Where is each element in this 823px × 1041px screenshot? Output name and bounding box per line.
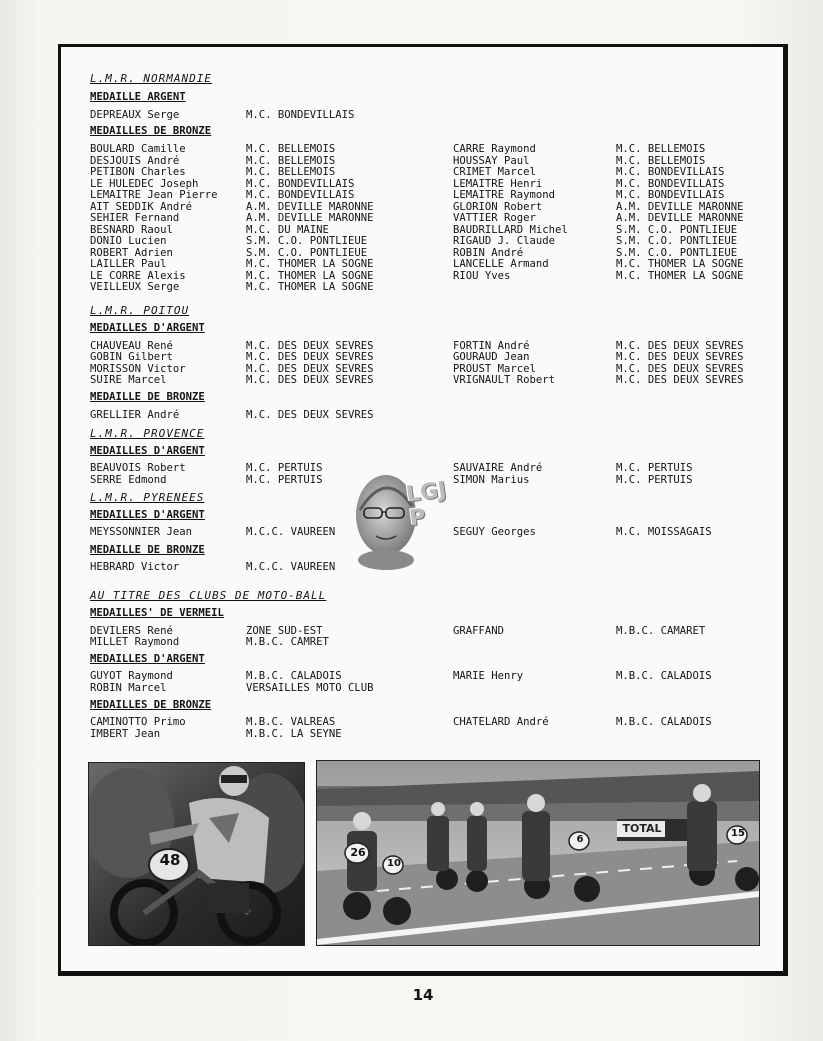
name: BEAUVOIS Robert bbox=[90, 462, 186, 474]
name: SEGUY Georges bbox=[453, 526, 536, 538]
name: LEMAITRE Jean Pierre bbox=[90, 189, 218, 201]
club: A.M. DEVILLE MARONNE bbox=[616, 201, 744, 213]
subheading-argent: MEDAILLES D'ARGENT bbox=[90, 653, 205, 665]
club: M.C. DES DEUX SEVRES bbox=[246, 340, 374, 352]
portrait-logo-stamp bbox=[352, 470, 462, 570]
club: M.C. PERTUIS bbox=[246, 474, 323, 486]
rider-number: 48 bbox=[159, 851, 181, 869]
club: M.C. BELLEMOIS bbox=[246, 166, 336, 178]
club: M.C. BONDEVILLAIS bbox=[246, 178, 355, 190]
name: RIGAUD J. Claude bbox=[453, 235, 556, 247]
subheading-bronze: MEDAILLE DE BRONZE bbox=[90, 544, 205, 556]
name: GLORION Robert bbox=[453, 201, 543, 213]
club: A.M. DEVILLE MARONNE bbox=[246, 201, 374, 213]
name: DEPREAUX Serge bbox=[90, 109, 180, 121]
race-start-photo bbox=[316, 760, 760, 946]
bike-number: 10 bbox=[387, 858, 401, 869]
name: RIOU Yves bbox=[453, 270, 511, 282]
section-title-motoball: AU TITRE DES CLUBS DE MOTO-BALL bbox=[90, 589, 327, 602]
logo-text: LGJP bbox=[404, 477, 448, 532]
name: LEMAITRE Raymond bbox=[453, 189, 556, 201]
name: CHATELARD André bbox=[453, 716, 549, 728]
name: GUYOT Raymond bbox=[90, 670, 173, 682]
name: VRIGNAULT Robert bbox=[453, 374, 556, 386]
name: CAMINOTTO Primo bbox=[90, 716, 186, 728]
club: S.M. C.O. PONTLIEUE bbox=[616, 224, 738, 236]
name: VEILLEUX Serge bbox=[90, 281, 180, 293]
name: BAUDRILLARD Michel bbox=[453, 224, 568, 236]
club: M.C.C. VAUREEN bbox=[246, 526, 336, 538]
club: M.C. DES DEUX SEVRES bbox=[616, 374, 744, 386]
club: M.C. THOMER LA SOGNE bbox=[246, 258, 374, 270]
club: M.C. DES DEUX SEVRES bbox=[616, 363, 744, 375]
name: ROBIN André bbox=[453, 247, 524, 259]
name: SAUVAIRE André bbox=[453, 462, 543, 474]
page-number: 14 bbox=[412, 986, 434, 1004]
club: M.C. BONDEVILLAIS bbox=[246, 189, 355, 201]
name: BOULARD Camille bbox=[90, 143, 186, 155]
club: M.C. DES DEUX SEVRES bbox=[246, 374, 374, 386]
club: M.C. BELLEMOIS bbox=[246, 143, 336, 155]
bike-number: 6 bbox=[576, 834, 584, 845]
club: M.C. DES DEUX SEVRES bbox=[616, 340, 744, 352]
name: ROBERT Adrien bbox=[90, 247, 173, 259]
club: M.C. BONDEVILLAIS bbox=[616, 166, 725, 178]
subheading-vermeil: MEDAILLES' DE VERMEIL bbox=[90, 607, 224, 619]
name: SUIRE Marcel bbox=[90, 374, 167, 386]
club: M.C. THOMER LA SOGNE bbox=[246, 270, 374, 282]
club: M.C. BELLEMOIS bbox=[616, 155, 706, 167]
club: A.M. DEVILLE MARONNE bbox=[616, 212, 744, 224]
name: AIT SEDDIK André bbox=[90, 201, 193, 213]
club: VERSAILLES MOTO CLUB bbox=[246, 682, 374, 694]
club: ZONE SUD-EST bbox=[246, 625, 323, 637]
name: MEYSSONNIER Jean bbox=[90, 526, 193, 538]
name: LANCELLE Armand bbox=[453, 258, 549, 270]
bike-number: 26 bbox=[350, 846, 366, 859]
club: M.C. THOMER LA SOGNE bbox=[246, 281, 374, 293]
name: BESNARD Raoul bbox=[90, 224, 173, 236]
name: GRELLIER André bbox=[90, 409, 180, 421]
banner-text: TOTAL bbox=[622, 822, 662, 835]
club: M.C. DES DEUX SEVRES bbox=[246, 351, 374, 363]
club: M.C. BELLEMOIS bbox=[616, 143, 706, 155]
name: PROUST Marcel bbox=[453, 363, 536, 375]
subheading-argent: MEDAILLES D'ARGENT bbox=[90, 322, 205, 334]
bike-number: 15 bbox=[731, 828, 745, 839]
name: CRIMET Marcel bbox=[453, 166, 536, 178]
section-title-normandie: L.M.R. NORMANDIE bbox=[90, 72, 212, 85]
club: M.C. DU MAINE bbox=[246, 224, 329, 236]
club: M.C. DES DEUX SEVRES bbox=[246, 409, 374, 421]
club: M.C. PERTUIS bbox=[616, 474, 693, 486]
club: M.C. BELLEMOIS bbox=[246, 155, 336, 167]
club: M.B.C. CALADOIS bbox=[616, 670, 712, 682]
subheading-argent: MEDAILLE ARGENT bbox=[90, 91, 186, 103]
name: IMBERT Jean bbox=[90, 728, 161, 740]
section-title-poitou: L.M.R. POITOU bbox=[90, 304, 190, 317]
name: SEHIER Fernand bbox=[90, 212, 180, 224]
name: MARIE Henry bbox=[453, 670, 524, 682]
name: LE CORRE Alexis bbox=[90, 270, 186, 282]
name: PETIBON Charles bbox=[90, 166, 186, 178]
club: M.C. MOISSAGAIS bbox=[616, 526, 712, 538]
club: M.C. DES DEUX SEVRES bbox=[616, 351, 744, 363]
name: DEVILERS René bbox=[90, 625, 173, 637]
name: CARRE Raymond bbox=[453, 143, 536, 155]
club: S.M. C.O. PONTLIEUE bbox=[246, 235, 368, 247]
name: HOUSSAY Paul bbox=[453, 155, 530, 167]
name: GRAFFAND bbox=[453, 625, 505, 637]
club: A.M. DEVILLE MARONNE bbox=[246, 212, 374, 224]
club: M.B.C. CALADOIS bbox=[246, 670, 342, 682]
club: M.B.C. CAMARET bbox=[616, 625, 706, 637]
subheading-bronze: MEDAILLES DE BRONZE bbox=[90, 699, 212, 711]
club: M.B.C. VALREAS bbox=[246, 716, 336, 728]
club: M.C. THOMER LA SOGNE bbox=[616, 270, 744, 282]
name: ROBIN Marcel bbox=[90, 682, 167, 694]
subheading-argent: MEDAILLES D'ARGENT bbox=[90, 445, 205, 457]
subheading-bronze: MEDAILLES DE BRONZE bbox=[90, 125, 212, 137]
club: M.C. PERTUIS bbox=[616, 462, 693, 474]
club: M.C. BONDEVILLAIS bbox=[616, 189, 725, 201]
club: M.C. PERTUIS bbox=[246, 462, 323, 474]
name: HEBRARD Victor bbox=[90, 561, 180, 573]
club: S.M. C.O. PONTLIEUE bbox=[616, 235, 738, 247]
motocross-rider-illustration bbox=[89, 763, 304, 945]
club: M.C. BONDEVILLAIS bbox=[616, 178, 725, 190]
name: LAILLER Paul bbox=[90, 258, 167, 270]
section-title-provence: L.M.R. PROVENCE bbox=[90, 427, 205, 440]
name: FORTIN André bbox=[453, 340, 530, 352]
club: M.C.C. VAUREEN bbox=[246, 561, 336, 573]
motocross-rider-photo bbox=[88, 762, 305, 946]
race-start-illustration bbox=[317, 761, 759, 945]
name: MORISSON Victor bbox=[90, 363, 186, 375]
club: S.M. C.O. PONTLIEUE bbox=[616, 247, 738, 259]
name: LEMAITRE Henri bbox=[453, 178, 543, 190]
club: M.B.C. CAMRET bbox=[246, 636, 329, 648]
name: GOBIN Gilbert bbox=[90, 351, 173, 363]
name: DONIO Lucien bbox=[90, 235, 167, 247]
subheading-argent: MEDAILLES D'ARGENT bbox=[90, 509, 205, 521]
club: M.B.C. LA SEYNE bbox=[246, 728, 342, 740]
club: M.C. THOMER LA SOGNE bbox=[616, 258, 744, 270]
name: GOURAUD Jean bbox=[453, 351, 530, 363]
club: S.M. C.O. PONTLIEUE bbox=[246, 247, 368, 259]
name: SERRE Edmond bbox=[90, 474, 167, 486]
name: MILLET Raymond bbox=[90, 636, 180, 648]
club: M.C. BONDEVILLAIS bbox=[246, 109, 355, 121]
club: M.C. DES DEUX SEVRES bbox=[246, 363, 374, 375]
section-title-pyrenees: L.M.R. PYRENEES bbox=[90, 491, 205, 504]
name: SIMON Marius bbox=[453, 474, 530, 486]
club: M.B.C. CALADOIS bbox=[616, 716, 712, 728]
subheading-bronze: MEDAILLE DE BRONZE bbox=[90, 391, 205, 403]
name: VATTIER Roger bbox=[453, 212, 536, 224]
name: LE HULEDEC Joseph bbox=[90, 178, 199, 190]
name: CHAUVEAU René bbox=[90, 340, 173, 352]
name: DESJOUIS André bbox=[90, 155, 180, 167]
